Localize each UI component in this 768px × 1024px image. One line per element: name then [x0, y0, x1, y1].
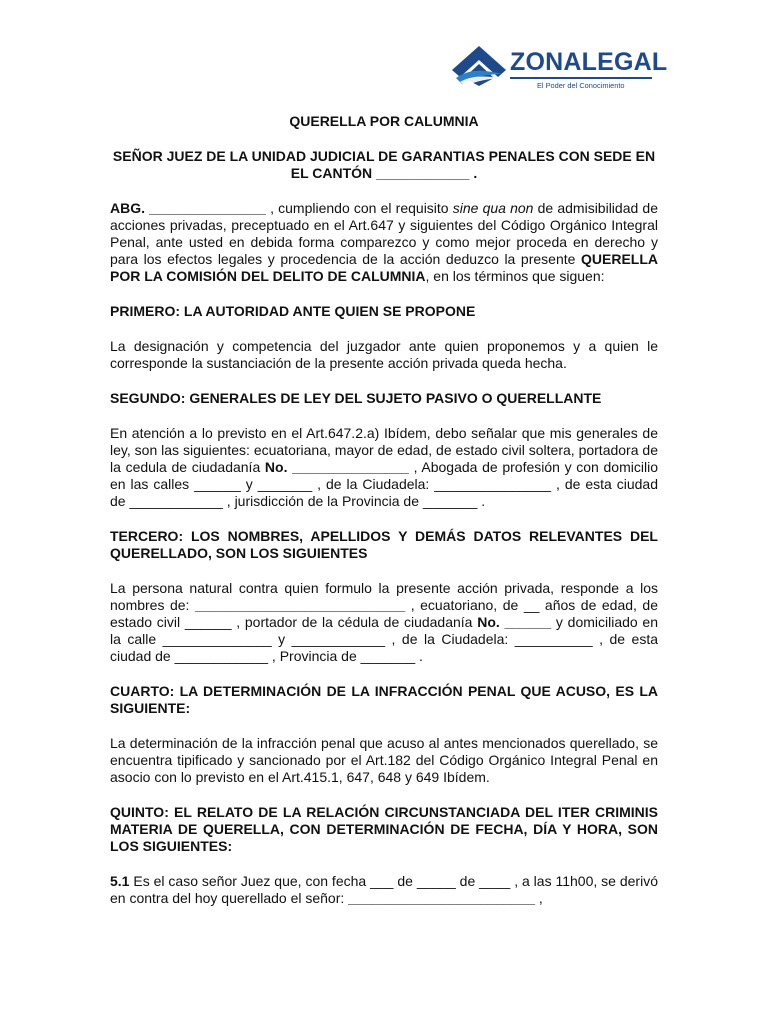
section-3-body: [110, 580, 658, 665]
brand-tagline: El Poder del Conocimiento: [537, 81, 625, 90]
intro-paragraph: [110, 200, 658, 285]
s5-text-a: Es el caso señor Juez que, con fecha ___ de _____ de ____ , a las 11h00, se derivó en contra del hoy querellado el señor:: [110, 873, 658, 906]
zonalegal-logo: [450, 44, 668, 94]
s3-text-a: La persona natural contra quien formulo la presente acción privada, responde a los nombres de:: [110, 580, 658, 613]
s3-bold-b: No. ______: [477, 614, 552, 630]
document-body: [110, 113, 658, 907]
brand-name: ZONALEGAL: [510, 48, 668, 76]
intro-bold: QUERELLA POR LA COMISIÓN DEL DELITO DE CALUMNIA: [110, 251, 658, 284]
zonalegal-mark-icon: [450, 44, 508, 88]
s2-bold: No. _______________: [264, 459, 409, 475]
s3-bold-a: ___________________________: [194, 597, 406, 613]
intro-abg: ABG. _______________: [110, 200, 266, 216]
section-3-heading: TERCERO: LOS NOMBRES, APELLIDOS Y DEMÁS DATOS RELEVANTES DEL QUERELLADO, SON LOS SIGUIENTES: [110, 528, 658, 561]
section-5-body: [110, 873, 658, 907]
s2-text-a: En atención a lo previsto en el Art.647.2.a) Ibídem, debo señalar que mis generales de ley, son las siguientes: ecuatoriana, mayor de edad, de estado civil soltera, portadora de la cedula de ciudadanía: [110, 425, 658, 475]
intro-latin: sine qua non: [452, 200, 534, 216]
s3-text-c: y domiciliado en la calle ______________ y ____________ , de la Ciudadela: __________ , de esta ciudad de ____________ , Provincia de _______ .: [110, 614, 658, 664]
intro-text-c: , en los términos que siguen:: [425, 268, 605, 284]
s5-num: 5.1: [110, 873, 130, 889]
section-4-body: La determinación de la infracción penal que acuso al antes mencionados querellado, se encuentra tipificado y sancionado por el Art.182 del Código Orgánico Integral Penal en asocio con lo previsto en el Art.415.1, 647, 648 y 649 Ibídem.: [110, 735, 658, 785]
intro-text-a: , cumpliendo con el requisito: [265, 200, 453, 216]
s2-text-b: , Abogada de profesión y con domicilio en las calles ______ y _______ , de la Ciudadela: _______________ , de esta ciudad de ____________ , jurisdicción de la Provincia de _______ .: [110, 459, 658, 509]
s5-bold: ________________________: [348, 890, 536, 906]
s3-text-b: , ecuatoriano, de __ años de edad, de estado civil ______ , portador de la cédula de ciudadanía: [110, 597, 658, 630]
section-2-body: [110, 425, 658, 510]
section-5-heading: QUINTO: EL RELATO DE LA RELACIÓN CIRCUNSTANCIADA DEL ITER CRIMINIS MATERIA DE QUERELLA, CON DETERMINACIÓN DE FECHA, DÍA Y HORA, SON LOS SIGUIENTES:: [110, 804, 658, 854]
s5-text-b: ,: [535, 890, 543, 906]
section-2-heading: SEGUNDO: GENERALES DE LEY DEL SUJETO PASIVO O QUERELLANTE: [110, 390, 602, 406]
section-1-heading: PRIMERO: LA AUTORIDAD ANTE QUIEN SE PROPONE: [110, 303, 476, 319]
section-4-heading: CUARTO: LA DETERMINACIÓN DE LA INFRACCIÓN PENAL QUE ACUSO, ES LA SIGUIENTE:: [110, 683, 658, 716]
document-title: QUERELLA POR CALUMNIA: [289, 113, 479, 129]
section-1-body: La designación y competencia del juzgador ante quien proponemos y a quien le corresponde la sustanciación de la presente acción privada queda hecha.: [110, 338, 658, 371]
intro-text-b: de admisibilidad de acciones privadas, preceptuado en el Art.647 y siguientes del Código Orgánico Integral Penal, ante usted en debida forma comparezco y como mejor proceda en derecho y para los efectos legales y procedencia de la acción deduzco la presente: [110, 200, 659, 267]
logo-rule: [510, 77, 652, 79]
addressee: SEÑOR JUEZ DE LA UNIDAD JUDICIAL DE GARANTIAS PENALES CON SEDE EN EL CANTÓN ____________ .: [112, 148, 656, 181]
